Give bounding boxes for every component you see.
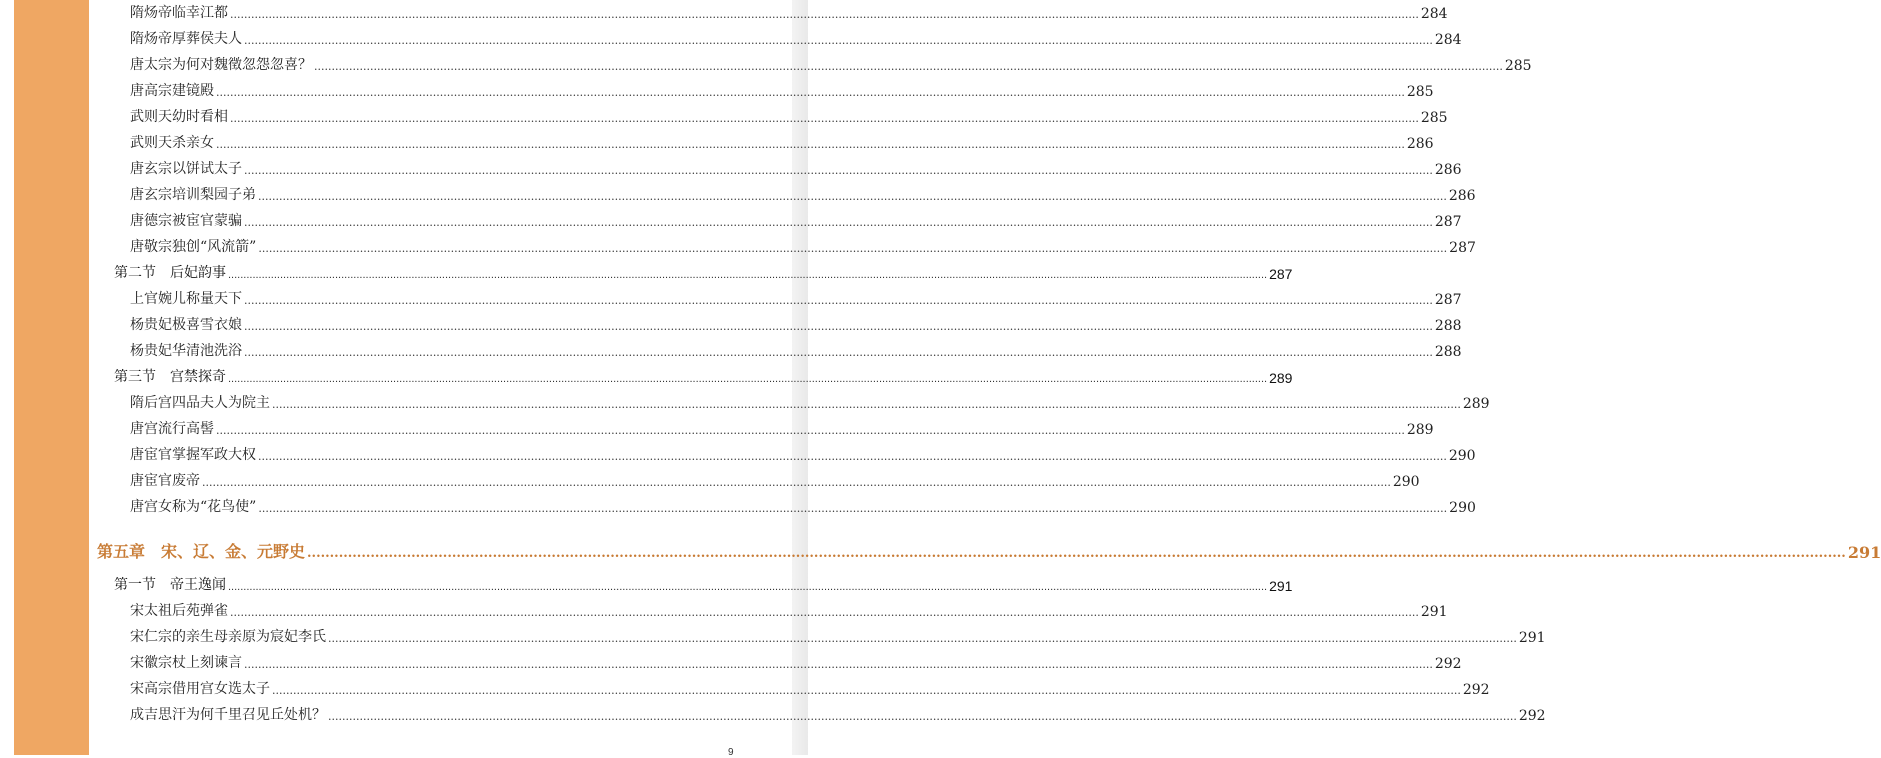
toc-section-heading[interactable]	[114, 262, 1293, 282]
toc-entry[interactable]	[130, 418, 1434, 438]
toc-entry-page: 290	[1392, 474, 1420, 490]
toc-leader-dots: ....................................................................................................................................................................................................................................................................................................................................................	[244, 164, 1433, 177]
toc-section-title: 第一节 帝王逸闻	[114, 576, 226, 592]
toc-entry-title: 隋炀帝临幸江都	[130, 5, 228, 21]
toc-chapter-page: 291	[1847, 543, 1881, 562]
toc-leader-dots: ....................................................................................................................................................................................................................................................................................................................................................	[228, 581, 1268, 593]
toc-entry[interactable]	[130, 132, 1434, 152]
toc-leader-dots: ....................................................................................................................................................................................................................................................................................................................................................	[202, 476, 1391, 489]
toc-entry-title: 宋徽宗杖上刻谏言	[130, 655, 242, 671]
toc-entry-page: 289	[1406, 422, 1434, 438]
toc-leader-dots: ....................................................................................................................................................................................................................................................................................................................................................	[244, 320, 1433, 333]
toc-entry-title: 宋仁宗的亲生母亲原为宸妃李氏	[130, 629, 326, 645]
toc-entry-title: 武则天幼时看相	[130, 109, 228, 125]
toc-leader-dots: ....................................................................................................................................................................................................................................................................................................................................................	[244, 294, 1433, 307]
toc-leader-dots: ....................................................................................................................................................................................................................................................................................................................................................	[244, 346, 1433, 359]
toc-entry[interactable]	[130, 2, 1448, 22]
toc-leader-dots: ....................................................................................................................................................................................................................................................................................................................................................	[216, 424, 1405, 437]
toc-leader-dots: ....................................................................................................................................................................................................................................................................................................................................................	[258, 242, 1448, 255]
toc-entry-page: 292	[1462, 682, 1490, 698]
toc-entry[interactable]	[130, 28, 1462, 48]
toc-entry-title: 唐玄宗培训梨园子弟	[130, 187, 256, 203]
toc-leader-dots: ....................................................................................................................................................................................................................................................................................................................................................	[258, 190, 1447, 203]
toc-entry[interactable]	[130, 600, 1448, 620]
toc-entry-title: 唐宫女称为“花鸟使”	[130, 499, 257, 515]
toc-entry[interactable]	[130, 340, 1462, 360]
toc-leader-dots: ....................................................................................................................................................................................................................................................................................................................................................	[244, 216, 1433, 229]
toc-entry[interactable]	[130, 54, 1532, 74]
toc-leader-dots: ....................................................................................................................................................................................................................................................................................................................................................	[328, 632, 1517, 645]
toc-leader-dots: ....................................................................................................................................................................................................................................................................................................................................................	[216, 86, 1405, 99]
toc-entry-title: 唐高宗建镜殿	[130, 83, 214, 99]
toc-entry-title: 隋炀帝厚葬侯夫人	[130, 31, 242, 47]
toc-chapter-heading[interactable]	[97, 538, 1881, 562]
toc-leader-dots: ....................................................................................................................................................................................................................................................................................................................................................	[230, 606, 1419, 619]
toc-entry-page: 285	[1406, 84, 1434, 100]
toc-entry-page: 291	[1518, 630, 1546, 646]
toc-chapter-title: 第五章 宋、辽、金、元野史	[97, 542, 306, 561]
toc-entry-page: 287	[1434, 292, 1462, 308]
toc-entry-title: 唐宦官废帝	[130, 473, 200, 489]
page-number: 9	[728, 747, 734, 758]
toc-entry-title: 武则天杀亲女	[130, 135, 214, 151]
toc-entry-page: 292	[1518, 708, 1546, 724]
toc-entry-page: 286	[1406, 136, 1434, 152]
toc-leader-dots: ....................................................................................................................................................................................................................................................................................................................................................	[244, 658, 1433, 671]
toc-entry[interactable]	[130, 626, 1546, 646]
toc-leader-dots: ....................................................................................................................................................................................................................................................................................................................................................	[307, 546, 1846, 561]
toc-leader-dots: ....................................................................................................................................................................................................................................................................................................................................................	[216, 138, 1405, 151]
toc-entry-page: 291	[1420, 604, 1448, 620]
toc-leader-dots: ....................................................................................................................................................................................................................................................................................................................................................	[230, 8, 1419, 21]
toc-section-heading[interactable]	[114, 574, 1293, 594]
toc-entry-page: 287	[1449, 240, 1476, 256]
toc-entry-title: 唐宦官掌握军政大权	[130, 447, 256, 463]
toc-entry-page: 290	[1448, 448, 1476, 464]
toc-leader-dots: ....................................................................................................................................................................................................................................................................................................................................................	[228, 269, 1268, 281]
toc-entry-title: 杨贵妃极喜雪衣娘	[130, 317, 242, 333]
toc-leader-dots: ....................................................................................................................................................................................................................................................................................................................................................	[258, 450, 1447, 463]
toc-entry[interactable]	[130, 470, 1420, 490]
toc-section-title: 第二节 后妃韵事	[114, 264, 226, 280]
toc-leader-dots: ....................................................................................................................................................................................................................................................................................................................................................	[258, 502, 1448, 515]
toc-entry[interactable]	[130, 678, 1490, 698]
toc-entry-page: 290	[1449, 500, 1476, 516]
toc-entry-title: 隋后宫四品夫人为院主	[130, 395, 270, 411]
toc-section-page: 289	[1269, 370, 1293, 386]
toc-entry-page: 284	[1434, 32, 1462, 48]
toc-entry[interactable]	[130, 314, 1462, 334]
toc-entry-title: 唐太宗为何对魏徵忽怨忽喜？	[130, 57, 312, 73]
toc-entry-page: 285	[1504, 58, 1532, 74]
toc-entry[interactable]	[130, 80, 1434, 100]
toc-leader-dots: ....................................................................................................................................................................................................................................................................................................................................................	[272, 398, 1461, 411]
toc-leader-dots: ....................................................................................................................................................................................................................................................................................................................................................	[328, 710, 1517, 723]
toc-entry-page: 285	[1420, 110, 1448, 126]
toc-entry[interactable]	[130, 158, 1462, 178]
toc-entry[interactable]	[130, 288, 1462, 308]
toc-entry-page: 286	[1434, 162, 1462, 178]
toc-section-page: 291	[1269, 578, 1293, 594]
toc-entry-title: 唐敬宗独创“风流箭”	[130, 239, 257, 255]
toc-entry-title: 唐德宗被宦官蒙骗	[130, 213, 242, 229]
toc-entry-title: 唐玄宗以饼试太子	[130, 161, 242, 177]
toc-entry[interactable]	[130, 652, 1462, 672]
toc-leader-dots: ....................................................................................................................................................................................................................................................................................................................................................	[228, 373, 1268, 385]
toc-entry-page: 288	[1434, 318, 1462, 334]
toc-leader-dots: ....................................................................................................................................................................................................................................................................................................................................................	[272, 684, 1461, 697]
toc-entry-page: 288	[1434, 344, 1462, 360]
toc-entry-title: 唐宫流行高髻	[130, 421, 214, 437]
toc-entry-page: 287	[1434, 214, 1462, 230]
toc-entry-title: 宋太祖后苑弹雀	[130, 603, 228, 619]
toc-leader-dots: ....................................................................................................................................................................................................................................................................................................................................................	[314, 60, 1503, 73]
toc-entry[interactable]	[130, 704, 1546, 724]
toc-entry[interactable]	[130, 392, 1490, 412]
toc-section-title: 第三节 宫禁探奇	[114, 368, 226, 384]
toc-entry-page: 286	[1448, 188, 1476, 204]
toc-leader-dots: ....................................................................................................................................................................................................................................................................................................................................................	[244, 34, 1433, 47]
toc-entry[interactable]	[130, 184, 1476, 204]
toc-entry[interactable]	[130, 106, 1448, 126]
toc-entry[interactable]	[130, 236, 1476, 256]
toc-entry[interactable]	[130, 444, 1476, 464]
toc-leader-dots: ....................................................................................................................................................................................................................................................................................................................................................	[230, 112, 1419, 125]
toc-entry-title: 杨贵妃华清池洗浴	[130, 343, 242, 359]
toc-entry-title: 成吉思汗为何千里召见丘处机？	[130, 707, 326, 723]
toc-entry[interactable]	[130, 210, 1462, 230]
toc-entry-page: 284	[1420, 6, 1448, 22]
toc-section-heading[interactable]	[114, 366, 1293, 386]
toc-entry-page: 289	[1462, 396, 1490, 412]
toc-entry[interactable]	[130, 496, 1476, 516]
toc-entry-page: 292	[1434, 656, 1462, 672]
toc-entry-title: 宋高宗借用宫女选太子	[130, 681, 270, 697]
toc-entry-title: 上官婉儿称量天下	[130, 291, 242, 307]
toc-section-page: 287	[1269, 266, 1293, 282]
